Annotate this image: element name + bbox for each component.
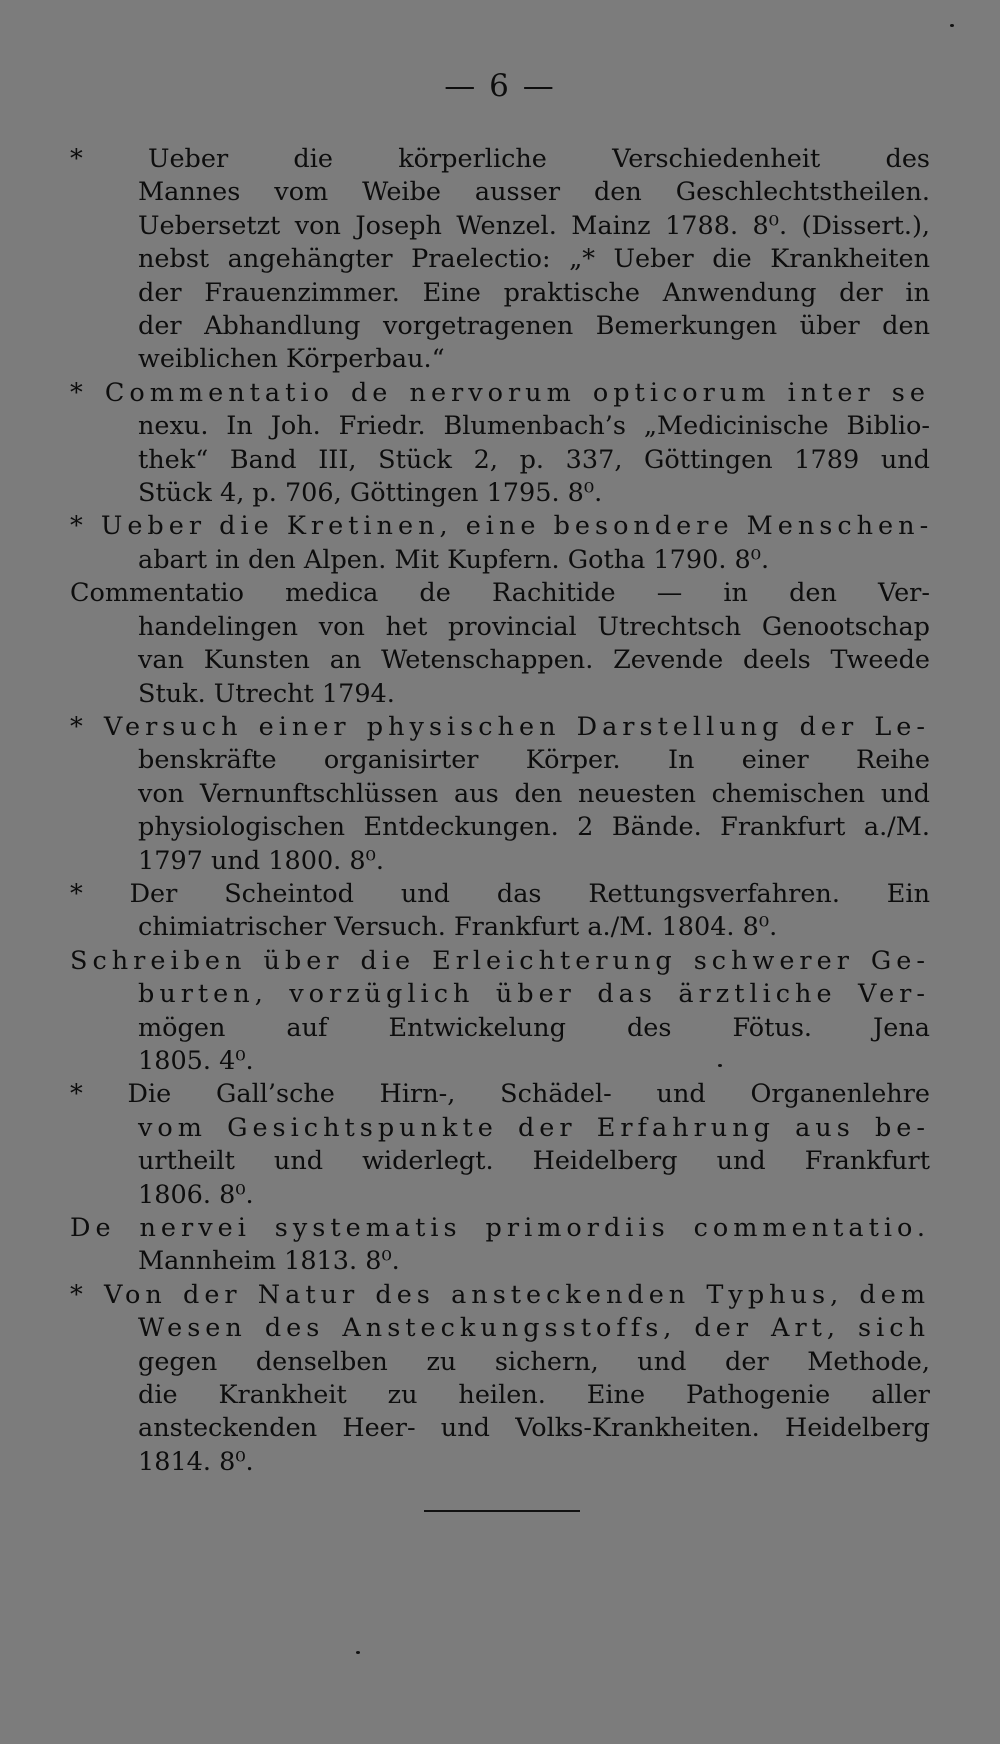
entry-line: 1806. 8⁰. xyxy=(138,1179,254,1210)
entry-line: Commentatio medica de Rachitide — in den Ver- xyxy=(70,578,930,609)
entry-line: Schreiben über die Erleichterung schwerer Ge- xyxy=(70,945,930,976)
entry-line: physiologischen Entdeckungen. 2 Bände. Frankfurt a./M. xyxy=(138,812,930,843)
bibliography-entry xyxy=(70,878,930,945)
page-number: — 6 — xyxy=(444,68,556,104)
entry-line: vom Gesichtspunkte der Erfahrung aus be- xyxy=(138,1112,930,1143)
bibliography-entry xyxy=(70,945,930,1079)
bibliography-entry xyxy=(70,1212,930,1279)
bibliography-entry xyxy=(70,711,930,878)
entry-line: chimiatrischer Versuch. Frankfurt a./M. 1804. 8⁰. xyxy=(138,912,778,943)
entry-line: Mannheim 1813. 8⁰. xyxy=(138,1246,400,1277)
bibliography-entry xyxy=(70,143,930,377)
entry-line: * Von der Natur des ansteckenden Typhus, dem xyxy=(70,1279,930,1310)
entry-line: die Krankheit zu heilen. Eine Pathogenie aller xyxy=(138,1380,930,1411)
bibliography-list xyxy=(70,143,934,1479)
entry-line: * Commentatio de nervorum opticorum inter se xyxy=(70,377,930,408)
entry-line: nebst angehängter Praelectio: „* Ueber die Krankheiten xyxy=(138,244,930,275)
entry-line: burten, vorzüglich über das ärztliche Ver- xyxy=(138,979,930,1010)
end-rule-divider xyxy=(424,1510,580,1512)
entry-line: Uebersetzt von Joseph Wenzel. Mainz 1788. 8⁰. (Dissert.), xyxy=(138,210,930,241)
scan-speck xyxy=(356,1651,360,1654)
entry-line: urtheilt und widerlegt. Heidelberg und Frankfurt xyxy=(138,1146,930,1177)
entry-line: mögen auf Entwickelung des Fötus. Jena xyxy=(138,1012,930,1043)
bibliography-entry xyxy=(70,1279,930,1479)
bibliography-entry xyxy=(70,1078,930,1212)
entry-line: * Ueber die körperliche Verschiedenheit des xyxy=(70,144,930,174)
entry-line: abart in den Alpen. Mit Kupfern. Gotha 1790. 8⁰. xyxy=(138,544,770,575)
bibliography-entry xyxy=(70,577,930,711)
scan-speck xyxy=(718,1064,722,1067)
entry-line: handelingen von het provincial Utrechtsch Genootschap xyxy=(138,611,930,642)
entry-line: nexu. In Joh. Friedr. Blumenbach’s „Medicinische Biblio- xyxy=(138,411,930,442)
entry-line: weiblichen Körperbau.“ xyxy=(138,344,445,375)
entry-line: der Abhandlung vorgetragenen Bemerkungen über den xyxy=(138,311,930,342)
scan-speck xyxy=(950,24,954,27)
bibliography-entry xyxy=(70,377,930,511)
entry-line: der Frauenzimmer. Eine praktische Anwendung der in xyxy=(138,277,930,308)
bibliography-entry xyxy=(70,510,934,577)
entry-line: Mannes vom Weibe ausser den Geschlechtstheilen. xyxy=(138,177,930,208)
entry-line: * Ueber die Kretinen, eine besondere Menschen- xyxy=(70,511,934,542)
entry-line: 1814. 8⁰. xyxy=(138,1446,254,1477)
entry-line: benskräfte organisirter Körper. In einer Reihe xyxy=(138,745,930,776)
entry-line: Stuk. Utrecht 1794. xyxy=(138,678,395,709)
entry-line: 1805. 4⁰. xyxy=(138,1045,254,1076)
entry-line: 1797 und 1800. 8⁰. xyxy=(138,845,384,876)
entry-line: Wesen des Ansteckungsstoffs, der Art, sich xyxy=(138,1313,930,1344)
entry-line: * Der Scheintod und das Rettungsverfahren. Ein xyxy=(70,878,930,909)
entry-line: Stück 4, p. 706, Göttingen 1795. 8⁰. xyxy=(138,478,603,509)
entry-line: * Versuch einer physischen Darstellung der Le- xyxy=(70,711,930,742)
entry-line: thek“ Band III, Stück 2, p. 337, Göttingen 1789 und xyxy=(138,444,930,475)
entry-line: * Die Gall’sche Hirn-, Schädel- und Organenlehre xyxy=(70,1079,930,1110)
entry-line: von Vernunftschlüssen aus den neuesten chemischen und xyxy=(138,778,930,809)
entry-line: van Kunsten an Wetenschappen. Zevende deels Tweede xyxy=(138,645,930,676)
entry-line: De nervei systematis primordiis commentatio. xyxy=(70,1213,930,1243)
entry-line: ansteckenden Heer- und Volks-Krankheiten. Heidelberg xyxy=(138,1413,930,1444)
entry-line: gegen denselben zu sichern, und der Methode, xyxy=(138,1346,930,1377)
